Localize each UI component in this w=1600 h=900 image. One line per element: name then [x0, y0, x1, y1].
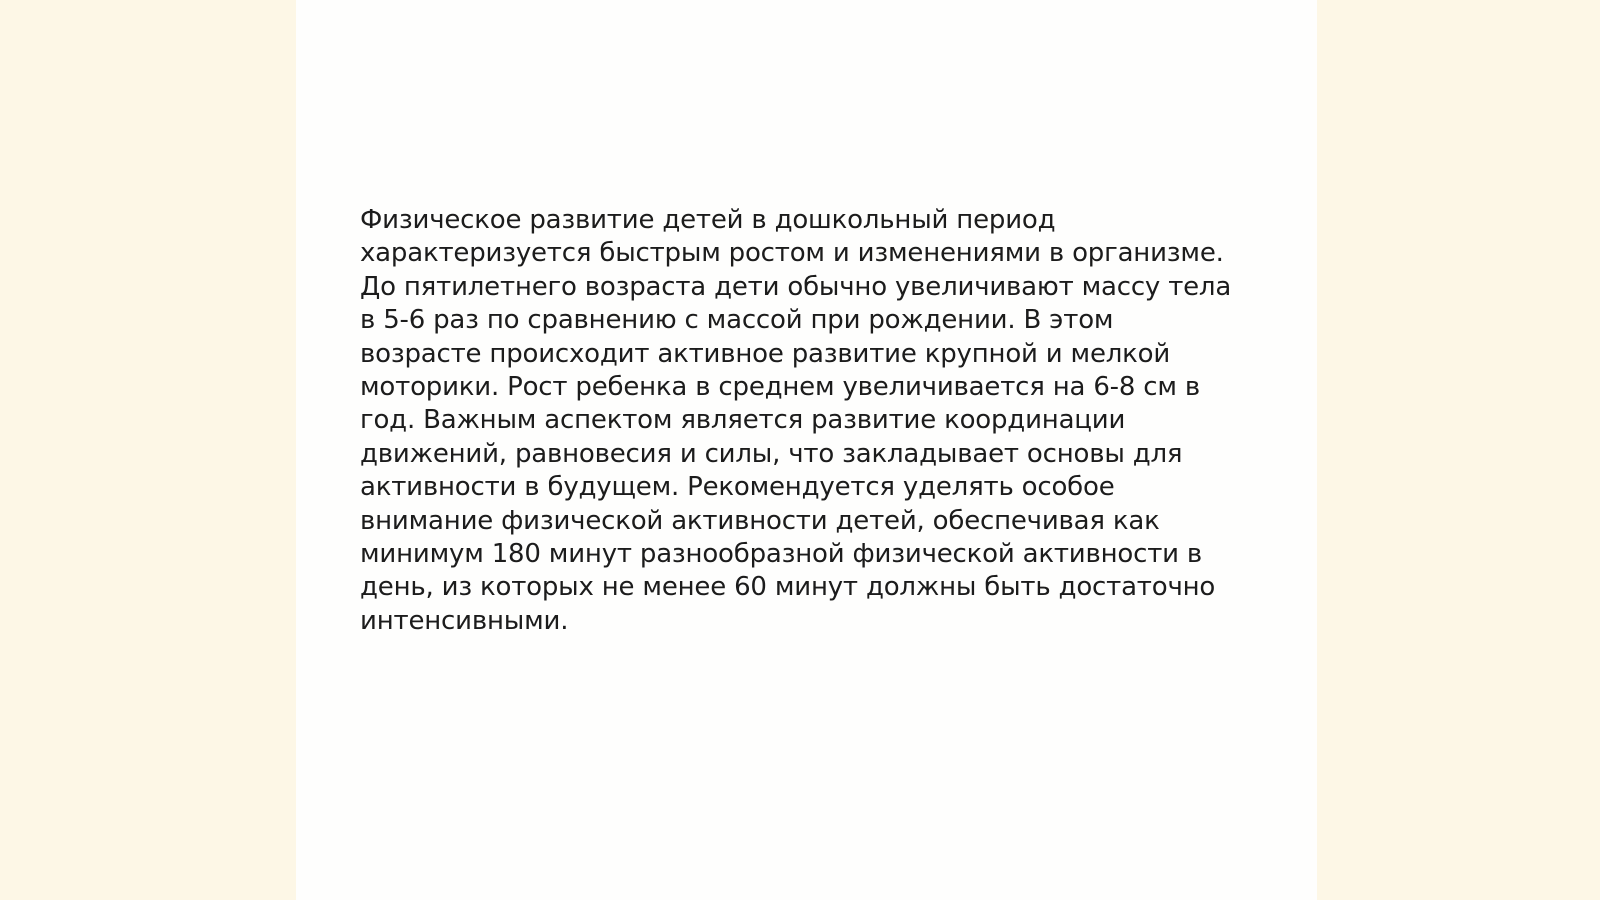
- text-line-2: характеризуется быстрым ростом и изменениями в организме.: [360, 238, 1224, 269]
- text-line-7: год. Важным аспектом является развитие координации: [360, 405, 1126, 436]
- text-line-1: Физическое развитие детей в дошкольный период: [360, 205, 1056, 235]
- text-line-9: активности в будущем. Рекомендуется уделять особое: [360, 472, 1115, 503]
- text-line-11: минимум 180 минут разнообразной физической активности в: [360, 539, 1203, 570]
- text-line-10: внимание физической активности детей, обеспечивая как: [360, 505, 1160, 536]
- text-line-5: возрасте происходит активное развитие крупной и мелкой: [360, 338, 1171, 369]
- right-margin-panel: [1317, 0, 1600, 900]
- text-line-4: в 5-6 раз по сравнению с массой при рождении. В этом: [360, 305, 1114, 336]
- document-page: [296, 0, 1317, 900]
- left-margin-panel: [0, 0, 296, 900]
- text-line-12: день, из которых не менее 60 минут должны быть достаточно: [360, 572, 1216, 603]
- text-line-3: До пятилетнего возраста дети обычно увеличивают массу тела: [360, 271, 1232, 302]
- text-line-6: моторики. Рост ребенка в среднем увеличивается на 6-8 см в: [360, 372, 1200, 403]
- text-line-8: движений, равновесия и силы, что закладывает основы для: [360, 438, 1183, 469]
- text-line-13: интенсивными.: [360, 605, 569, 636]
- body-paragraph: [360, 204, 1260, 638]
